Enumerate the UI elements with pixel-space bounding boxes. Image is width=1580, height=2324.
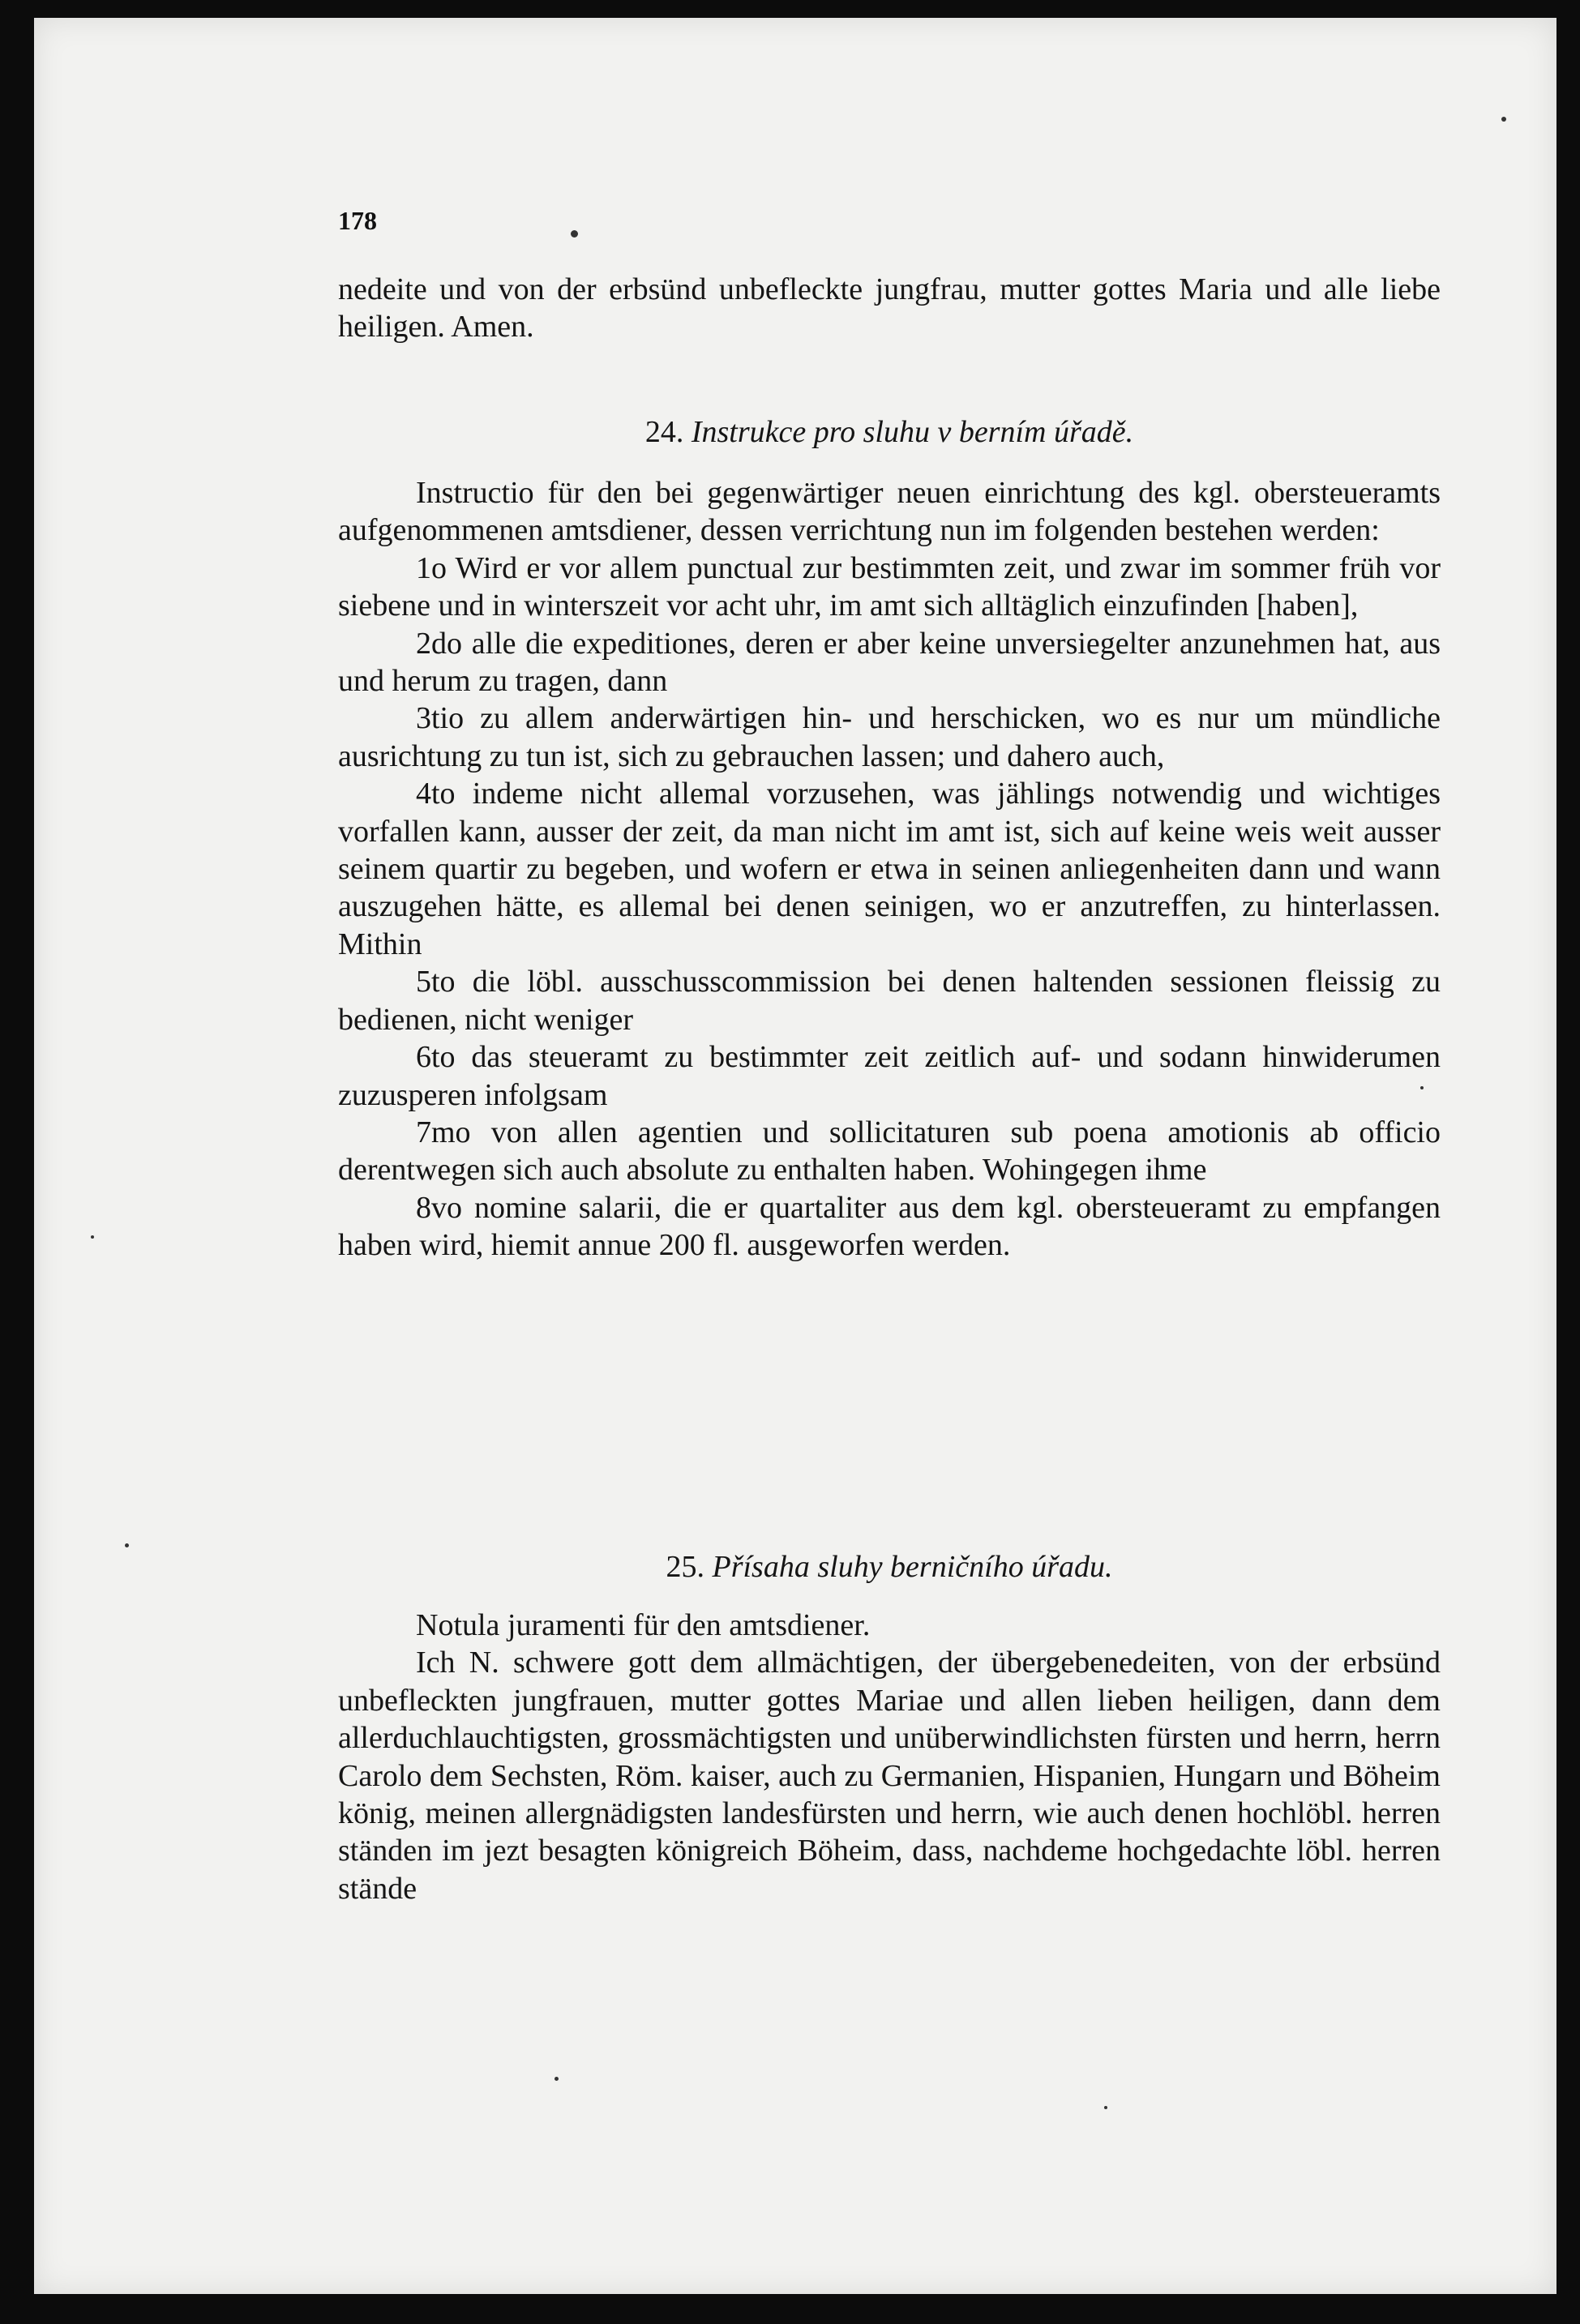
paragraph-instructio: Instructio für den bei gegenwärtiger neuen einrichtung des kgl. obersteueramts aufgenommenen amtsdiener, dessen verrichtung nun im folgenden bestehen werden: (338, 476, 1441, 548)
paragraph-item-4: 4to indeme nicht allemal vorzusehen, was jählings notwendig und wichtiges vorfallen kann, ausser der zeit, da man nicht im amt ist, sich auf keine weis weit ausser seinem quartir zu begeben, und wofern er etwa in seinen anliegenheiten dann und wann auszugehen hätte, es allemal bei denen seinigen, wo er anzutreffen, zu hinterlassen. Mithin (338, 777, 1441, 961)
heading-number: 25. (666, 1550, 704, 1584)
paragraph-oath: Ich N. schwere gott dem allmächtigen, der übergebenedeiten, von der erbsünd unbefleckten jungfrauen, mutter gottes Mariae und allen lieben heiligen, dann dem allerduchlauchtigsten, grossmächtigsten und unüberwindlichsten fürsten und herrn, herrn Carolo dem Sechsten, Röm. kaiser, auch zu Germanien, Hispanien, Hungarn und Böheim könig, meinen allergnädigsten landesfürsten und herrn, wie auch denen hochlöbl. herren ständen im jezt besagten königreich Böheim, dass, nachdeme hochgedachte löbl. herren stände (338, 1646, 1441, 1906)
heading-title: Přísaha sluhy berničního úřadu. (712, 1550, 1113, 1584)
scan-speck (571, 230, 578, 238)
page-number: 178 (338, 206, 377, 235)
scan-speck (1501, 117, 1506, 122)
scan-speck (125, 1543, 129, 1547)
book-page (34, 18, 1556, 2294)
paragraph-item-7: 7mo von allen agentien und sollicitaturen sub poena amotionis ab officio derentwegen sich auch absolute zu enthalten haben. Wohingegen ihme (338, 1115, 1441, 1188)
section-heading-25 (338, 1548, 1441, 1586)
paragraph-item-2: 2do alle die expeditiones, deren er aber keine unversiegelter anzunehmen hat, aus und herum zu tragen, dann (338, 626, 1441, 699)
paragraph-notula: Notula juramenti für den amtsdiener. (416, 1608, 871, 1642)
scan-speck (91, 1235, 94, 1239)
heading-number: 24. (644, 415, 684, 449)
scan-speck (1104, 2106, 1107, 2109)
paragraph-closing-amen: nedeite und von der erbsünd unbefleckte jungfrau, mutter gottes Maria und alle liebe heiligen. Amen. (338, 272, 1441, 345)
heading-title: Instrukce pro sluhu v berním úřadě. (691, 415, 1134, 449)
section-heading-24 (338, 413, 1441, 451)
paragraph-item-1: 1o Wird er vor allem punctual zur bestimmten zeit, und zwar im sommer früh vor siebene und in winterszeit vor acht uhr, im amt sich alltäglich einzufinden [haben], (338, 550, 1441, 623)
section-25-body (338, 1607, 1441, 1907)
paragraph-item-8: 8vo nomine salarii, die er quartaliter aus dem kgl. obersteueramt zu empfangen haben wird, hiemit annue 200 fl. ausgeworfen werden. (338, 1190, 1441, 1263)
paragraph-item-6: 6to das steueramt zu bestimmter zeit zeitlich auf- und sodann hinwiderumen zuzusperen infolgsam (338, 1040, 1441, 1112)
section-24-body (338, 474, 1441, 1265)
paragraph-item-5: 5to die löbl. ausschusscommission bei denen haltenden sessionen fleissig zu bedienen, nicht weniger (338, 965, 1441, 1037)
paragraph-item-3: 3tio zu allem anderwärtigen hin- und herschicken, wo es nur um mündliche ausrichtung zu tun ist, sich zu gebrauchen lassen; und dahero auch, (338, 701, 1441, 773)
scan-speck (1420, 1086, 1424, 1089)
scan-speck (554, 2077, 559, 2081)
